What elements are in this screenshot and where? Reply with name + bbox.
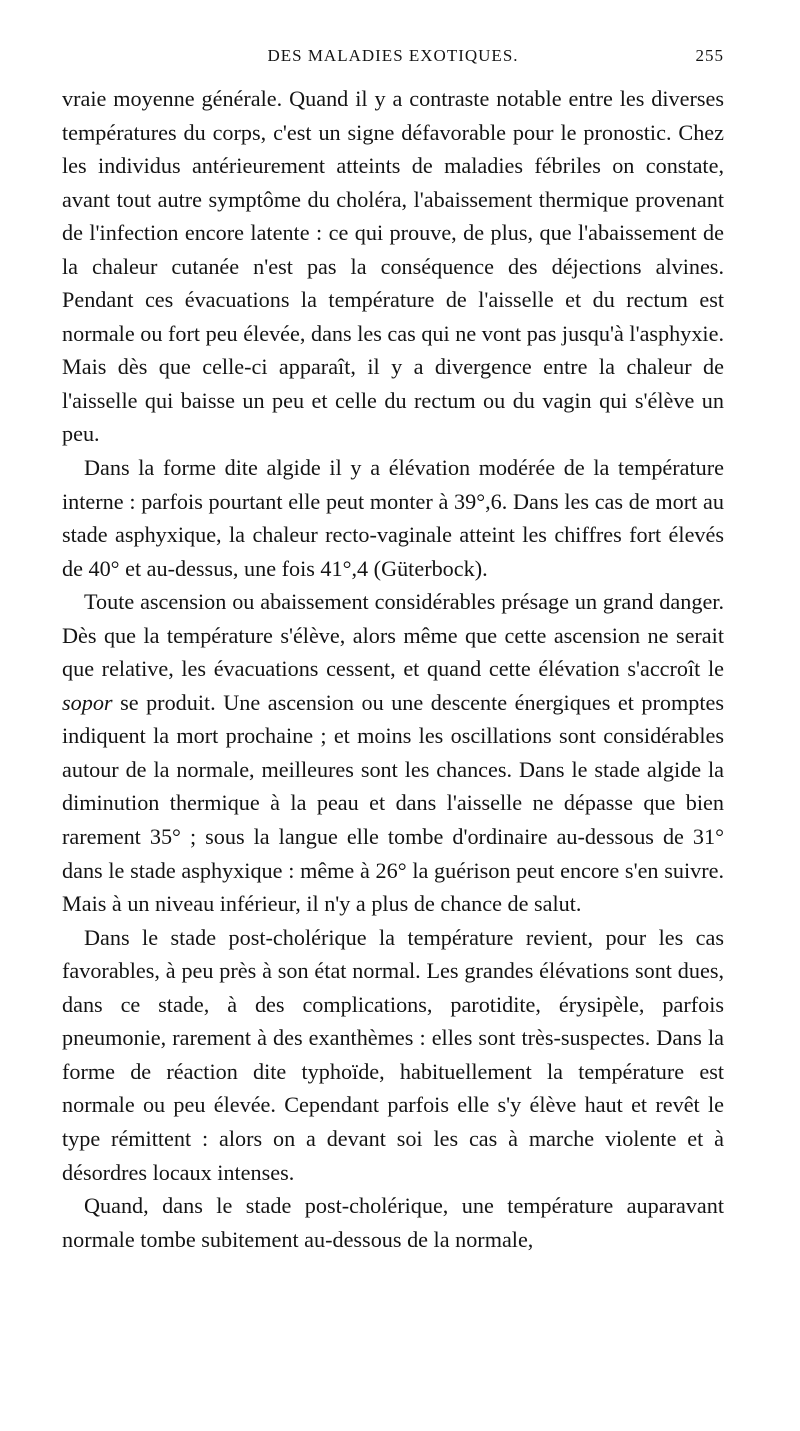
book-page — [62, 42, 724, 1256]
paragraph-1 — [62, 82, 724, 451]
running-head — [62, 42, 724, 70]
running-title: DES MALADIES EXOTIQUES. — [267, 46, 519, 65]
paragraph-3 — [62, 585, 724, 920]
paragraph-3-text-start: Toute ascension ou abaissement considérables présage un grand danger. Dès que la température s'élève, alors même que cette ascension ne serait que relative, les évacuations cessent, et quand cette élévation s'accroît le — [62, 589, 724, 682]
paragraph-2 — [62, 451, 724, 585]
paragraph-1-text: vraie moyenne générale. Quand il y a contraste notable entre les diverses températures du corps, c'est un signe défavorable pour le pronostic. Chez les individus antérieurement atteints de maladies fébriles on constate, avant tout autre symptôme du choléra, l'abaissement thermique provenant de l'infection encore latente : ce qui prouve, de plus, que l'abaissement de la chaleur cutanée n'est pas la conséquence des déjections alvines. Pendant ces évacuations la température de l'aisselle et du rectum est normale ou fort peu élevée, dans les cas qui ne vont pas jusqu'à l'asphyxie. Mais dès que celle-ci apparaît, il y a divergence entre la chaleur de l'aisselle qui baisse un peu et celle du rectum ou du vagin qui s'élève un peu. — [62, 86, 724, 447]
paragraph-5-text: Quand, dans le stade post-cholérique, une température auparavant normale tombe subitement au-dessous de la normale, — [62, 1193, 724, 1252]
page-number: 255 — [695, 46, 724, 65]
body-text — [62, 82, 724, 1256]
paragraph-2-text: Dans la forme dite algide il y a élévation modérée de la température interne : parfois pourtant elle peut monter à 39°,6. Dans les cas de mort au stade asphyxique, la chaleur recto-vaginale atteint les chiffres fort élevés de 40° et au-dessus, une fois 41°,4 (Güterbock). — [62, 455, 724, 581]
paragraph-4-text: Dans le stade post-cholérique la température revient, pour les cas favorables, à peu près à son état normal. Les grandes élévations sont dues, dans ce stade, à des complications, parotidite, érysipèle, parfois pneumonie, rarement à des exanthèmes : elles sont très-suspectes. Dans la forme de réaction dite typhoïde, habituellement la température est normale ou peu élevée. Cependant parfois elle s'y élève haut et revêt le type rémittent : alors on a devant soi les cas à marche violente et à désordres locaux intenses. — [62, 924, 724, 1185]
paragraph-3-italic-term: sopor — [62, 689, 113, 715]
paragraph-4 — [62, 921, 724, 1189]
paragraph-3-text-end: se produit. Une ascension ou une descente énergiques et promptes indiquent la mort prochaine ; et moins les oscillations sont considérables autour de la normale, meilleures sont les chances. Dans le stade algide la diminution thermique à la peau et dans l'aisselle ne dépasse que bien rarement 35° ; sous la langue elle tombe d'ordinaire au-dessous de 31° dans le stade asphyxique : même à 26° la guérison peut encore s'en suivre. Mais à un niveau inférieur, il n'y a plus de chance de salut. — [62, 689, 724, 917]
paragraph-5 — [62, 1189, 724, 1256]
